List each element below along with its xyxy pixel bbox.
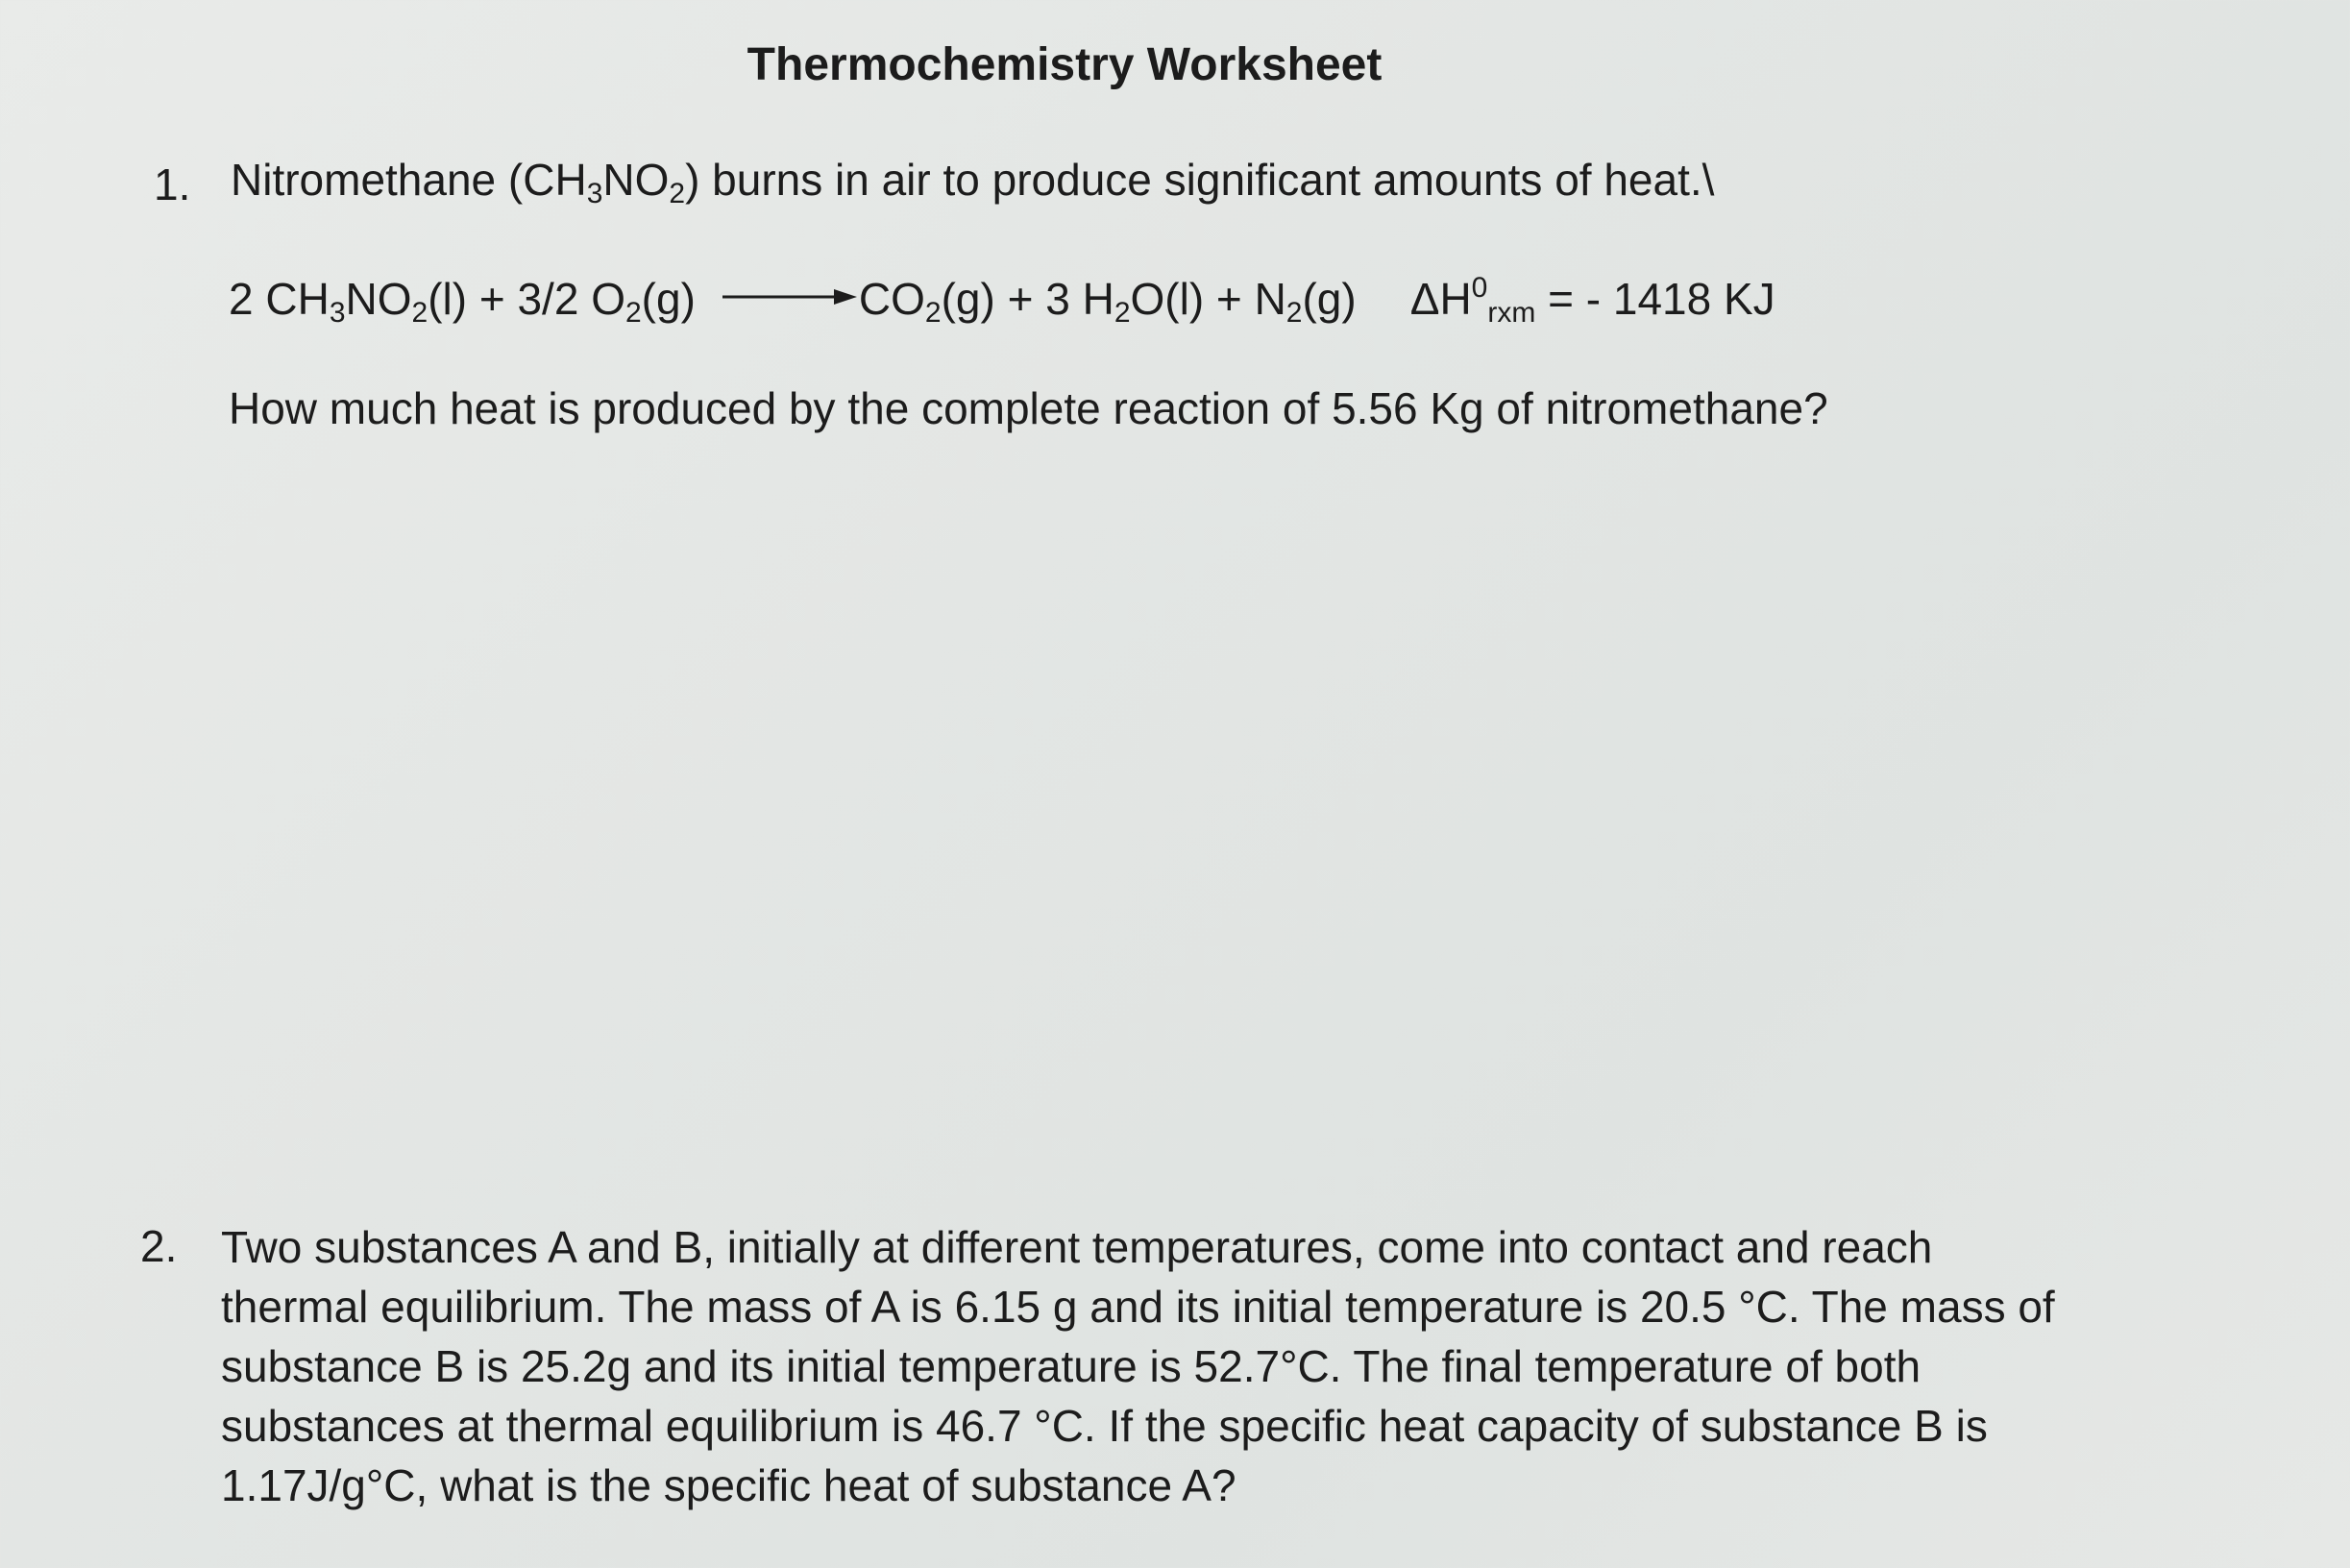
question-2-number: 2. (140, 1221, 178, 1271)
reaction-equation (229, 272, 1775, 329)
question-2-text (221, 1217, 2350, 1515)
reaction-arrow-icon (722, 287, 857, 306)
reactants: 2 $CH_3NO_2(l) + 3/2$ $O_2(g)$ (229, 274, 696, 329)
question-1-prompt: How much heat is produced by the complete reaction of 5.56 Kg of nitromethane? (229, 383, 1828, 433)
question-1-number: 1. (154, 159, 191, 209)
worksheet-title: Thermochemistry Worksheet (747, 39, 1383, 90)
question-2-line: 1.17J/g°C, what is the specific heat of substance A? (221, 1460, 1236, 1510)
question-1-intro: Nitromethane $(CH_3NO_2)$ burns in air to produce significant amounts of heat.\ (231, 155, 1715, 209)
enthalpy-change: $\Delta H^0_{rxm}$ = - 1418 KJ (1409, 272, 1775, 329)
products: $CO_2(g) + 3$ $H_2O(l) + N_2(g)$ (858, 274, 1357, 329)
question-2-line: substances at thermal equilibrium is 46.7 °C. If the specific heat capacity of substance B is (221, 1401, 1988, 1451)
question-2-line: Two substances A and B, initially at different temperatures, come into contact and reach (221, 1222, 1933, 1272)
question-2-line: thermal equilibrium. The mass of A is 6.15 g and its initial temperature is 20.5 °C. The mass of (221, 1282, 2055, 1332)
question-2-line: substance B is 25.2g and its initial temperature is 52.7°C. The final temperature of both (221, 1341, 1922, 1391)
